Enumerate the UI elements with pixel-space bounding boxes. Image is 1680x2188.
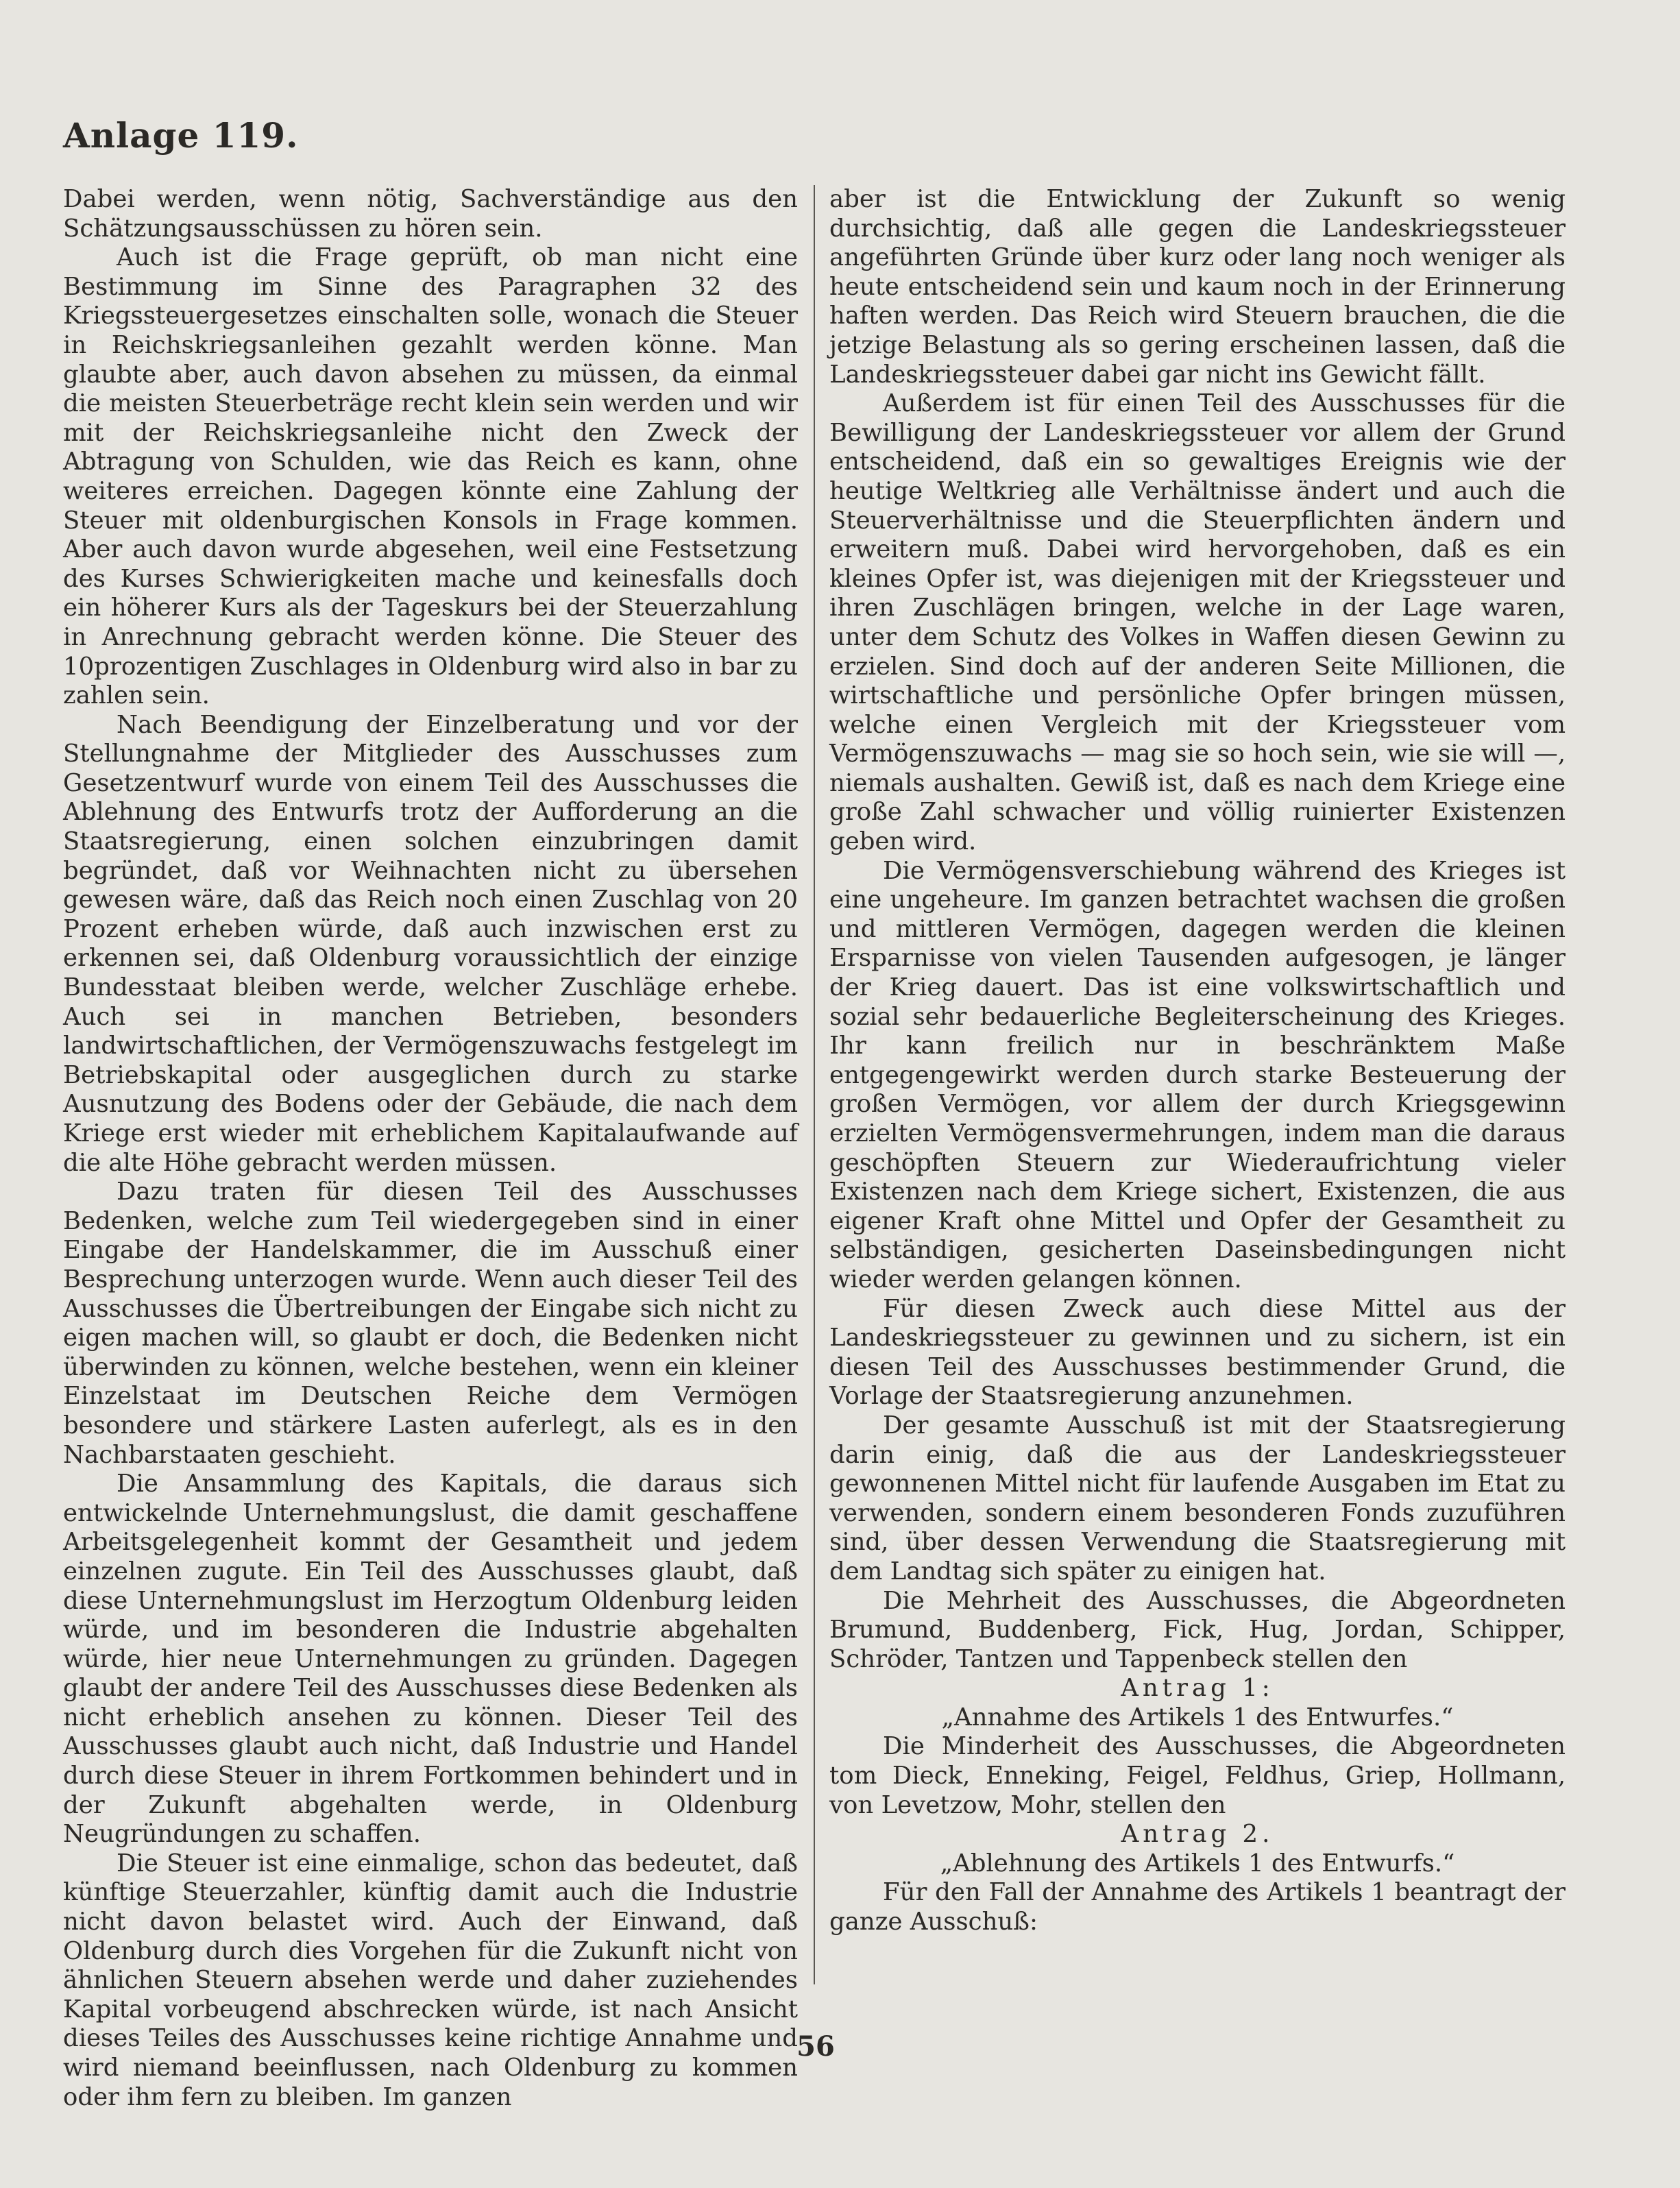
left-column (63, 185, 798, 2111)
right-column (829, 185, 1566, 1995)
motion-text-2: „Ablehnung des Artikels 1 des Entwurfs.“ (940, 1849, 1455, 1877)
motion-heading-1: Antrag 1: (1121, 1674, 1274, 1703)
motion-heading-2: Antrag 2. (1121, 1820, 1274, 1849)
paragraph: Die Minderheit des Ausschusses, die Abgeordneten tom Dieck, Enneking, Feigel, Feldhus, Griep, Hollmann, von Levetzow, Mohr, stellen den (829, 1732, 1566, 1819)
paragraph: aber ist die Entwicklung der Zukunft so wenig durchsichtig, daß alle gegen die Landeskriegssteuer angeführten Gründe über kurz oder lang noch weniger als heute entscheidend sein und kaum noch in der Erinnerung haften werden. Das Reich wird Steuern brauchen, die die jetzige Belastung als so gering erscheinen lassen, daß die Landeskriegssteuer dabei gar nicht ins Gewicht fällt. (829, 185, 1566, 389)
column-divider (814, 185, 815, 1984)
paragraph: Nach Beendigung der Einzelberatung und vor der Stellungnahme der Mitglieder des Ausschusses zum Gesetzentwurf wurde von einem Teil des Ausschusses die Ablehnung des Entwurfs trotz der Aufforderung an die Staatsregierung, einen solchen einzubringen damit begründet, daß vor Weihnachten nicht zu übersehen gewesen wäre, daß das Reich noch einen Zuschlag von 20 Prozent erheben würde, daß auch inzwischen erst zu erkennen sei, daß Oldenburg voraussichtlich der einzige Bundesstaat bleiben werde, welcher Zuschläge erhebe. Auch sei in manchen Betrieben, besonders landwirtschaftlichen, der Vermögenszuwachs festgelegt im Betriebskapital oder ausgeglichen durch zu starke Ausnutzung des Bodens oder der Gebäude, die nach dem Kriege erst wieder mit erheblichem Kapitalaufwande auf die alte Höhe gebracht werden müssen. (63, 710, 798, 1177)
page-number: 56 (796, 2030, 835, 2063)
paragraph: Für diesen Zweck auch diese Mittel aus der Landeskriegssteuer zu gewinnen und zu sichern, ist ein diesen Teil des Ausschusses bestimmender Grund, die Vorlage der Staatsregierung anzunehmen. (829, 1294, 1566, 1411)
motion-text-1: „Annahme des Artikels 1 des Entwurfes.“ (941, 1703, 1454, 1731)
paragraph: Die Vermögensverschiebung während des Krieges ist eine ungeheure. Im ganzen betrachtet wachsen die großen und mittleren Vermögen, dagegen werden die kleinen Ersparnisse von vielen Tausenden aufgesogen, je länger der Krieg dauert. Das ist eine volkswirtschaftlich und sozial sehr bedauerliche Begleiterscheinung des Krieges. Ihr kann freilich nur in beschränktem Maße entgegengewirkt werden durch starke Besteuerung der großen Vermögen, vor allem der durch Kriegsgewinn erzielten Vermögensvermehrungen, indem man die daraus geschöpften Steuern zur Wiederaufrichtung vieler Existenzen nach dem Kriege sichert, Existenzen, die aus eigener Kraft ohne Mittel und Opfer der Gesamtheit zu selbständigen, gesicherten Daseinsbedingungen nicht wieder werden gelangen können. (829, 856, 1566, 1293)
paragraph: Die Steuer ist eine einmalige, schon das bedeutet, daß künftige Steuerzahler, künftig damit auch die Industrie nicht davon belastet wird. Auch der Einwand, daß Oldenburg durch dies Vorgehen für die Zukunft nicht von ähnlichen Steuern absehen werde und daher zuziehendes Kapital vorbeugend abschrecken würde, ist nach Ansicht dieses Teiles des Ausschusses keine richtige Annahme und wird niemand beeinflussen, nach Oldenburg zu kommen oder ihm fern zu bleiben. Im ganzen (63, 1849, 798, 2111)
paragraph: Dazu traten für diesen Teil des Ausschusses Bedenken, welche zum Teil wiedergegeben sind in einer Eingabe der Handelskammer, die im Ausschuß einer Besprechung unterzogen wurde. Wenn auch dieser Teil des Ausschusses die Übertreibungen der Eingabe sich nicht zu eigen machen will, so glaubt er doch, die Bedenken nicht überwinden zu können, welche bestehen, wenn ein kleiner Einzelstaat im Deutschen Reiche dem Vermögen besondere und stärkere Lasten auferlegt, als es in den Nachbarstaaten geschieht. (63, 1178, 798, 1469)
paragraph: Die Mehrheit des Ausschusses, die Abgeordneten Brumund, Buddenberg, Fick, Hug, Jordan, Schipper, Schröder, Tantzen und Tappenbeck stellen den (829, 1586, 1566, 1673)
paragraph: Für den Fall der Annahme des Artikels 1 beantragt der ganze Ausschuß: (829, 1878, 1566, 1936)
paragraph: Dabei werden, wenn nötig, Sachverständige aus den Schätzungsausschüssen zu hören sein. (63, 185, 798, 243)
page-heading: Anlage 119. (63, 115, 299, 156)
paragraph: Die Ansammlung des Kapitals, die daraus sich entwickelnde Unternehmungslust, die damit geschaffene Arbeitsgelegenheit kommt der Gesamtheit und jedem einzelnen zugute. Ein Teil des Ausschusses glaubt, daß diese Unternehmungslust im Herzogtum Oldenburg leiden würde, und im besonderen die Industrie abgehalten würde, hier neue Unternehmungen zu gründen. Dagegen glaubt der andere Teil des Ausschusses diese Bedenken als nicht erheblich ansehen zu können. Dieser Teil des Ausschusses glaubt auch nicht, daß Industrie und Handel durch diese Steuer in ihrem Fortkommen behindert und in der Zukunft abgehalten werde, in Oldenburg Neugründungen zu schaffen. (63, 1470, 798, 1849)
paragraph: Außerdem ist für einen Teil des Ausschusses für die Bewilligung der Landeskriegssteuer vor allem der Grund entscheidend, daß ein so gewaltiges Ereignis wie der heutige Weltkrieg alle Verhältnisse ändert und auch die Steuerverhältnisse und die Steuerpflichten ändern und erweitern muß. Dabei wird hervorgehoben, daß es ein kleines Opfer ist, was diejenigen mit der Kriegssteuer und ihren Zuschlägen bringen, welche in der Lage waren, unter dem Schutz des Volkes in Waffen diesen Gewinn zu erzielen. Sind doch auf der anderen Seite Millionen, die wirtschaftliche und persönliche Opfer bringen müssen, welche einen Vergleich mit der Kriegssteuer vom Vermögenszuwachs — mag sie so hoch sein, wie sie will —, niemals aushalten. Gewiß ist, daß es nach dem Kriege eine große Zahl schwacher und völlig ruinierter Existenzen geben wird. (829, 389, 1566, 856)
paragraph: Auch ist die Frage geprüft, ob man nicht eine Bestimmung im Sinne des Paragraphen 32 des Kriegssteuergesetzes einschalten solle, wonach die Steuer in Reichskriegsanleihen gezahlt werden könne. Man glaubte aber, auch davon absehen zu müssen, da einmal die meisten Steuerbeträge recht klein sein werden und wir mit der Reichskriegsanleihe nicht den Zweck der Abtragung von Schulden, wie das Reich es kann, ohne weiteres erreichen. Dagegen könnte eine Zahlung der Steuer mit oldenburgischen Konsols in Frage kommen. Aber auch davon wurde abgesehen, weil eine Festsetzung des Kurses Schwierigkeiten mache und keinesfalls doch ein höherer Kurs als der Tageskurs bei der Steuerzahlung in Anrechnung gebracht werden könne. Die Steuer des 10prozentigen Zuschlages in Oldenburg wird also in bar zu zahlen sein. (63, 243, 798, 710)
paragraph: Der gesamte Ausschuß ist mit der Staatsregierung darin einig, daß die aus der Landeskriegssteuer gewonnenen Mittel nicht für laufende Ausgaben im Etat zu verwenden, sondern einem besonderen Fonds zuzuführen sind, über dessen Verwendung die Staatsregierung mit dem Landtag sich später zu einigen hat. (829, 1411, 1566, 1585)
